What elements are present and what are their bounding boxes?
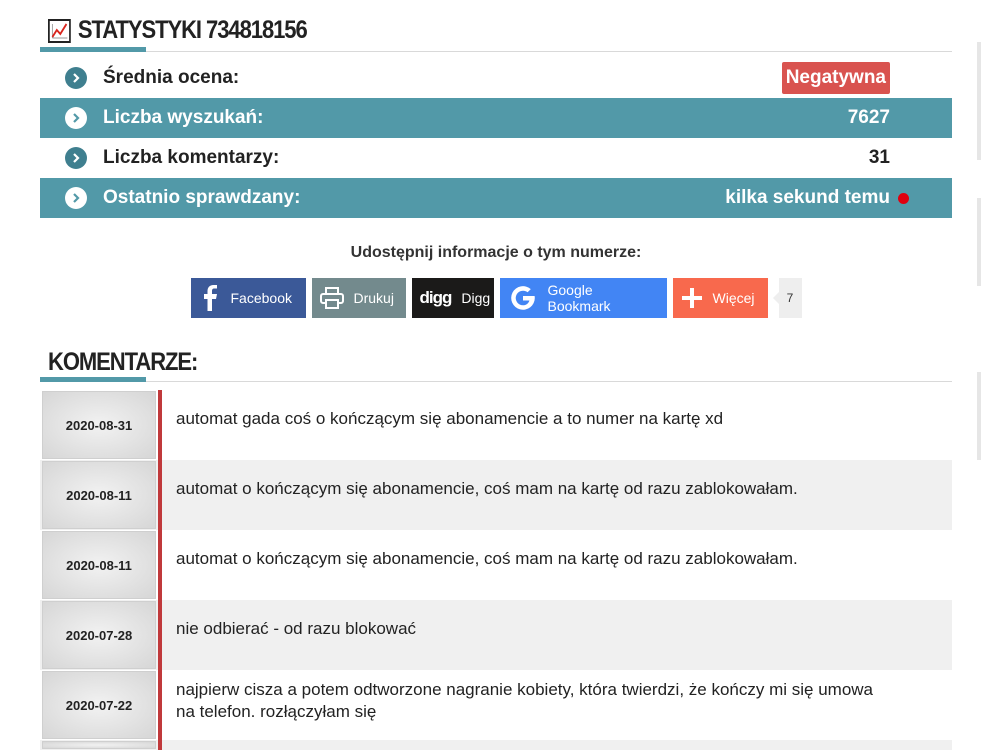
- stats-title-text: STATYSTYKI 734818156: [77, 16, 307, 44]
- share-toolbar: [40, 278, 952, 318]
- facebook-label: Facebook: [230, 290, 292, 306]
- stat-label: Liczba wyszukań:: [103, 107, 264, 128]
- comment-accent-bar: [158, 740, 162, 750]
- rating-badge: Negatywna: [782, 62, 890, 94]
- print-button[interactable]: [312, 278, 406, 318]
- stats-title: [48, 16, 307, 45]
- stats-header-underline: [40, 47, 146, 52]
- comment-text: najpierw cisza a potem odtworzone nagranie kobiety, która twierdzi, że kończy mi się umowa na telefon. rozłączyłam się: [176, 680, 873, 721]
- stat-label: Ostatnio sprawdzany:: [103, 187, 301, 208]
- google-icon: [508, 283, 538, 313]
- comment-text: automat o kończącym się abonamencie, coś mam na kartę od razu zablokowałam.: [176, 479, 798, 498]
- comment-date: 2020-08-11: [42, 461, 156, 529]
- comment-date: 2020-08-11: [42, 531, 156, 599]
- stat-row-rating: [40, 58, 952, 98]
- comments-title: KOMENTARZE:: [48, 348, 198, 376]
- line-chart-icon: [48, 19, 71, 43]
- digg-label: Digg: [461, 290, 491, 306]
- chevron-right-icon: [65, 67, 87, 89]
- comments-header-underline: [40, 377, 146, 382]
- comment-date: [42, 741, 156, 749]
- comments-header: [40, 342, 952, 382]
- last-checked-text: kilka sekund temu: [725, 187, 890, 208]
- stat-row-searches: [40, 98, 952, 138]
- more-label: Więcej: [712, 290, 755, 306]
- digg-icon: digg: [419, 288, 452, 307]
- printer-icon: [320, 287, 344, 309]
- comment-item: [40, 530, 952, 600]
- stat-row-last-checked: [40, 178, 952, 218]
- share-heading: Udostępnij informacje o tym numerze:: [350, 244, 642, 261]
- stat-value: [782, 62, 890, 94]
- stats-header: [40, 0, 952, 52]
- chevron-right-icon: [65, 187, 87, 209]
- comment-text: nie odbierać - od razu blokować: [176, 619, 417, 638]
- share-count: 7: [779, 278, 802, 318]
- scrollbar-fragment-1: [977, 42, 981, 160]
- print-label: Drukuj: [353, 290, 394, 306]
- stat-value: [725, 187, 890, 209]
- google-bookmark-button[interactable]: [500, 278, 667, 318]
- comments-list: [40, 390, 952, 750]
- comment-date: 2020-07-22: [42, 671, 156, 739]
- facebook-share-button[interactable]: [191, 278, 306, 318]
- more-share-button[interactable]: [673, 278, 768, 318]
- google-label: Google Bookmark: [547, 282, 611, 314]
- stat-value: 7627: [847, 107, 890, 128]
- plus-icon: [681, 287, 703, 309]
- facebook-icon: [199, 285, 221, 311]
- scrollbar-fragment-2: [977, 198, 981, 286]
- comment-item: [40, 600, 952, 670]
- comment-item: [40, 390, 952, 460]
- comment-text: automat gada coś o kończącym się abonamencie a to numer na kartę xd: [176, 409, 724, 428]
- comment-text: automat o kończącym się abonamencie, coś mam na kartę od razu zablokowałam.: [176, 549, 798, 568]
- status-dot-icon: [898, 193, 909, 204]
- comment-item: [40, 460, 952, 530]
- chevron-right-icon: [65, 147, 87, 169]
- stat-label: Liczba komentarzy:: [103, 147, 280, 168]
- scrollbar-fragment-3: [977, 372, 981, 460]
- comment-date: 2020-08-31: [42, 391, 156, 459]
- comment-item: [40, 670, 952, 740]
- stats-table: [40, 58, 952, 218]
- main-content: [40, 0, 952, 750]
- comment-item-partial: [40, 740, 952, 750]
- stat-value: 31: [868, 147, 890, 168]
- chevron-right-icon: [65, 107, 87, 129]
- stat-row-comments: [40, 138, 952, 178]
- comment-date: 2020-07-28: [42, 601, 156, 669]
- stat-label: Średnia ocena:: [103, 67, 240, 88]
- digg-share-button[interactable]: [412, 278, 494, 318]
